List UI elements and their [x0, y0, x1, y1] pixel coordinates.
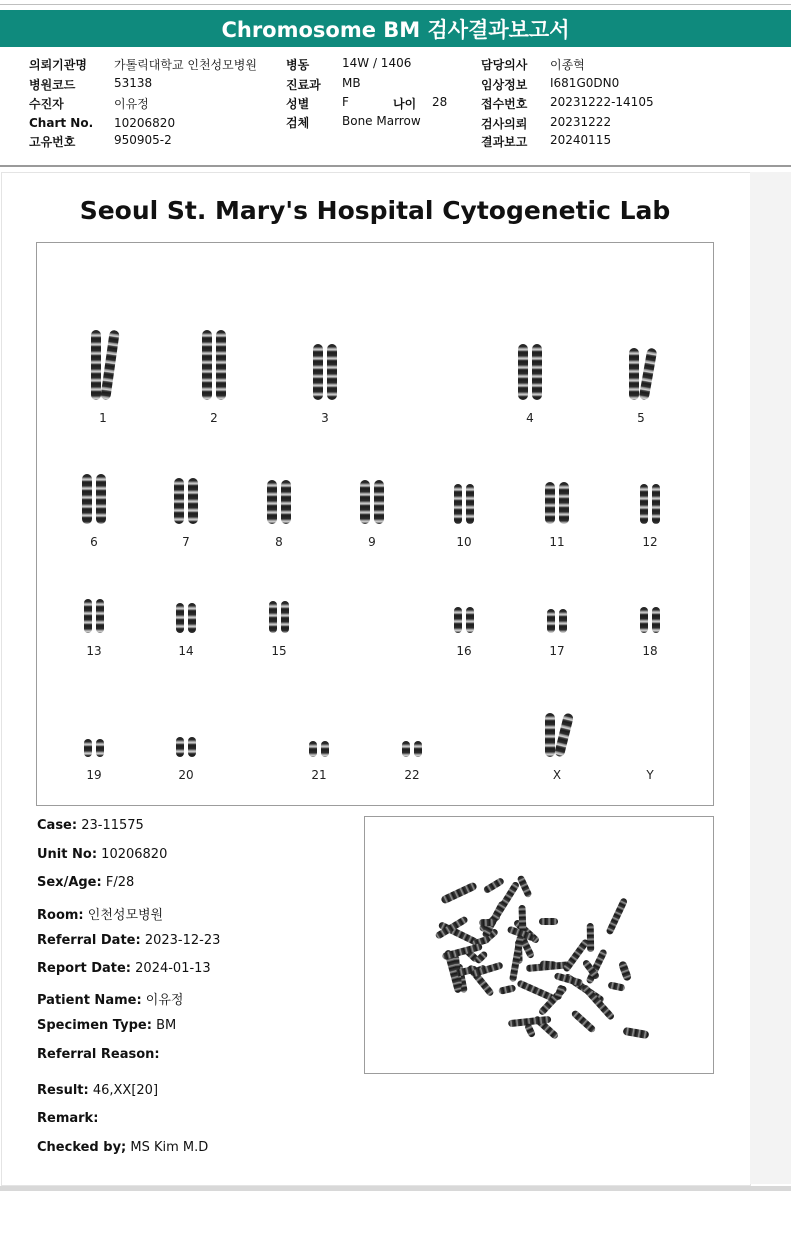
chromosome-label-3: 3 — [321, 411, 329, 425]
chromosome-label-21: 21 — [311, 768, 327, 782]
info-label-sex: 성별 — [286, 97, 310, 111]
chromosome-16-2 — [466, 607, 474, 633]
chromosome-13-2 — [96, 599, 104, 633]
chromosome-14-1 — [176, 603, 184, 633]
metaphase-chromosome — [540, 960, 557, 968]
metaphase-chromosome — [471, 961, 504, 977]
chromosome-8-2 — [281, 480, 291, 524]
chromosome-17-2 — [559, 609, 567, 633]
chromosome-pair-20 — [156, 669, 216, 799]
chromosome-pair-9 — [342, 436, 402, 566]
chromosome-4-2 — [532, 344, 542, 400]
chromosome-19-1 — [84, 739, 92, 757]
info-value-ward: 14W / 1406 — [342, 56, 412, 70]
chromosome-label-11: 11 — [549, 535, 565, 549]
chromosome-7-2 — [188, 478, 198, 524]
info-label-result-report: 결과보고 — [481, 135, 528, 149]
info-label-clinical-info: 임상정보 — [481, 78, 528, 92]
chromosome-pair-2 — [184, 312, 244, 442]
info-value-specimen: Bone Marrow — [342, 114, 421, 128]
chromosome-pair-17 — [527, 545, 587, 675]
info-label-physician: 담당의사 — [481, 58, 528, 72]
chromosome-3-1 — [313, 344, 323, 400]
report-title: Chromosome BM 검사결과보고서 — [221, 17, 570, 42]
chromosome-2-1 — [202, 330, 212, 400]
chromosome-21-2 — [321, 741, 329, 757]
chromosome-label-17: 17 — [549, 644, 565, 658]
detail-referral-date: Referral Date: 2023-12-23 — [37, 933, 221, 948]
chromosome-11-1 — [545, 482, 555, 524]
chromosome-label-y: Y — [646, 768, 654, 782]
chromosome-label-10: 10 — [456, 535, 472, 549]
chromosome-label-19: 19 — [86, 768, 102, 782]
detail-case: Case: 23-11575 — [37, 818, 144, 833]
metaphase-chromosome — [517, 874, 533, 898]
info-value-requesting-institution: 가톨릭대학교 인천성모병원 — [114, 58, 257, 72]
chromosome-1-2 — [100, 330, 120, 401]
chromosome-7-1 — [174, 478, 184, 524]
chromosome-10-1 — [454, 484, 462, 524]
chromosome-label-1: 1 — [99, 411, 107, 425]
chromosome-5-1 — [629, 348, 639, 400]
info-value-physician: 이종혁 — [550, 58, 585, 72]
info-label-department: 진료과 — [286, 78, 321, 92]
chromosome-pair-19 — [64, 669, 124, 799]
info-value-accession-no: 20231222-14105 — [550, 95, 654, 109]
chromosome-2-2 — [216, 330, 226, 400]
side-gutter — [750, 172, 791, 1184]
info-label-unique-no: 고유번호 — [29, 135, 76, 149]
chromosome-pair-5 — [611, 312, 671, 442]
chromosome-label-9: 9 — [368, 535, 376, 549]
metaphase-chromosome — [618, 960, 632, 982]
chromosome-label-16: 16 — [456, 644, 472, 658]
chromosome-12-2 — [652, 484, 660, 524]
metaphase-chromosome — [587, 923, 595, 952]
info-value-hospital-code: 53138 — [114, 76, 153, 90]
info-label-requesting-institution: 의뢰기관명 — [29, 58, 87, 72]
detail-remark: Remark: — [37, 1111, 99, 1126]
info-value-chart-no: 10206820 — [114, 116, 176, 130]
chromosome-10-2 — [466, 484, 474, 524]
info-label-patient: 수진자 — [29, 97, 64, 111]
detail-result: Result: 46,XX[20] — [37, 1083, 159, 1098]
metaphase-chromosome — [440, 881, 478, 904]
report-title-banner — [0, 10, 791, 47]
chromosome-label-20: 20 — [178, 768, 194, 782]
metaphase-image — [364, 816, 714, 1074]
detail-patient-name: Patient Name: 이유정 — [37, 993, 184, 1008]
detail-room: Room: 인천성모병원 — [37, 908, 164, 923]
chromosome-pair-16 — [434, 545, 494, 675]
chromosome-19-2 — [96, 739, 104, 757]
info-value-patient: 이유정 — [114, 97, 149, 111]
chromosome-label-12: 12 — [642, 535, 658, 549]
chromosome-x-2 — [554, 712, 574, 757]
metaphase-chromosome — [571, 1010, 597, 1035]
chromosome-9-2 — [374, 480, 384, 524]
chromosome-3-2 — [327, 344, 337, 400]
info-label-chart-no: Chart No. — [29, 116, 94, 130]
info-value-sex: F — [342, 95, 349, 109]
chromosome-pair-18 — [620, 545, 680, 675]
chromosome-18-2 — [652, 607, 660, 633]
chromosome-20-1 — [176, 737, 184, 757]
chromosome-9-1 — [360, 480, 370, 524]
chromosome-21-1 — [309, 741, 317, 757]
info-value-result-report: 20240115 — [550, 133, 612, 147]
chromosome-17-1 — [547, 609, 555, 633]
chromosome-pair-15 — [249, 545, 309, 675]
chromosome-15-1 — [269, 601, 277, 633]
metaphase-chromosome — [623, 1027, 650, 1039]
chromosome-8-1 — [267, 480, 277, 524]
bottom-rule — [0, 1186, 791, 1191]
info-value-test-request: 20231222 — [550, 115, 612, 129]
patient-info-block — [0, 47, 791, 165]
chromosome-label-15: 15 — [271, 644, 287, 658]
metaphase-chromosome — [474, 950, 489, 965]
chromosome-pair-14 — [156, 545, 216, 675]
info-label-accession-no: 접수번호 — [481, 97, 528, 111]
info-label-age: 나이 — [393, 97, 417, 111]
chromosome-label-5: 5 — [637, 411, 645, 425]
chromosome-22-2 — [414, 741, 422, 757]
chromosome-label-18: 18 — [642, 644, 658, 658]
info-value-age: 28 — [432, 95, 448, 109]
chromosome-x-1 — [545, 713, 555, 757]
chromosome-pair-x — [527, 669, 587, 799]
chromosome-label-14: 14 — [178, 644, 194, 658]
detail-report-date: Report Date: 2024-01-13 — [37, 961, 211, 976]
chromosome-16-1 — [454, 607, 462, 633]
lab-title: Seoul St. Mary's Hospital Cytogenetic Lab — [79, 196, 671, 225]
chromosome-label-7: 7 — [182, 535, 190, 549]
info-label-test-request: 검사의뢰 — [481, 117, 528, 131]
chromosome-14-2 — [188, 603, 196, 633]
detail-sex-age: Sex/Age: F/28 — [37, 875, 135, 890]
info-label-ward: 병동 — [286, 58, 310, 72]
chromosome-label-22: 22 — [404, 768, 420, 782]
karyogram-image — [36, 242, 714, 806]
chromosome-6-2 — [96, 474, 106, 524]
chromosome-label-2: 2 — [210, 411, 218, 425]
chromosome-label-x: X — [552, 768, 562, 782]
chromosome-12-1 — [640, 484, 648, 524]
chromosome-5-2 — [639, 348, 658, 401]
chromosome-15-2 — [281, 601, 289, 633]
chromosome-pair-13 — [64, 545, 124, 675]
chromosome-label-13: 13 — [86, 644, 102, 658]
metaphase-chromosome — [483, 877, 505, 894]
detail-specimen-type: Specimen Type: BM — [37, 1018, 177, 1033]
chromosome-4-1 — [518, 344, 528, 400]
metaphase-chromosome — [605, 897, 628, 936]
chromosome-pair-21 — [289, 669, 349, 799]
chromosome-pair-22 — [382, 669, 442, 799]
metaphase-chromosome — [524, 1022, 536, 1038]
chromosome-20-2 — [188, 737, 196, 757]
chromosome-22-1 — [402, 741, 410, 757]
detail-referral-reason: Referral Reason: — [37, 1047, 160, 1062]
chromosome-pair-1 — [73, 312, 133, 442]
metaphase-chromosome — [607, 981, 625, 991]
chromosome-13-1 — [84, 599, 92, 633]
info-label-hospital-code: 병원코드 — [29, 78, 76, 92]
chromosome-6-1 — [82, 474, 92, 524]
chromosome-label-6: 6 — [90, 535, 98, 549]
info-label-specimen: 검체 — [286, 116, 310, 130]
chromosome-label-8: 8 — [275, 535, 283, 549]
metaphase-chromosome — [499, 984, 517, 995]
chromosome-pair-y — [620, 669, 680, 799]
top-rule — [0, 4, 791, 5]
chromosome-label-4: 4 — [526, 411, 534, 425]
info-value-unique-no: 950905-2 — [114, 133, 172, 147]
info-value-clinical-info: I681G0DN0 — [550, 76, 620, 90]
chromosome-1-1 — [91, 330, 101, 400]
detail-checked-by: Checked by; MS Kim M.D — [37, 1140, 209, 1155]
detail-unit-no: Unit No: 10206820 — [37, 847, 168, 862]
chromosome-18-1 — [640, 607, 648, 633]
chromosome-pair-4 — [500, 312, 560, 442]
info-divider — [0, 165, 791, 167]
chromosome-11-2 — [559, 482, 569, 524]
metaphase-chromosome — [539, 918, 559, 925]
info-value-department: MB — [342, 76, 361, 90]
chromosome-pair-3 — [295, 312, 355, 442]
